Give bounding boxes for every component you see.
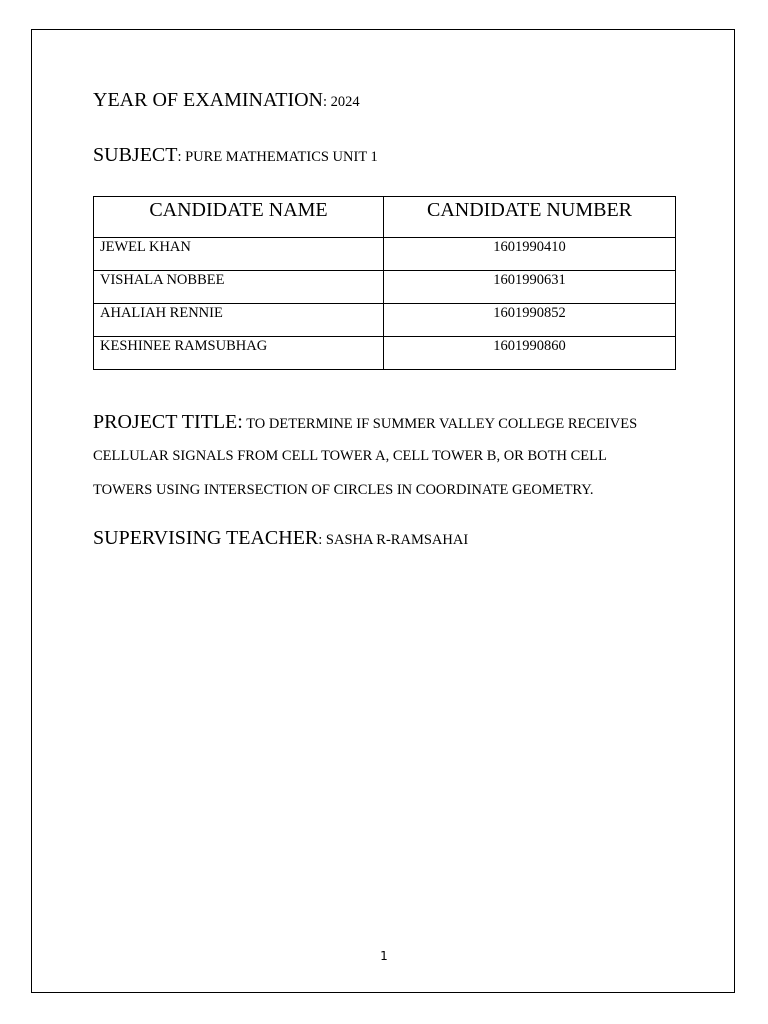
- project-title-label: PROJECT TITLE:: [93, 411, 243, 433]
- year-value: : 2024: [323, 94, 360, 110]
- candidate-number: 1601990852: [384, 304, 676, 337]
- subject-label: SUBJECT: [93, 144, 178, 166]
- candidate-number: 1601990860: [384, 337, 676, 370]
- table-row: [94, 238, 676, 271]
- candidate-name: VISHALA NOBBEE: [94, 271, 384, 304]
- page-number: 1: [380, 949, 388, 963]
- table-header-row: [94, 197, 676, 238]
- project-title-line-2: CELLULAR SIGNALS FROM CELL TOWER A, CELL TOWER B, OR BOTH CELL: [93, 448, 607, 464]
- candidate-name: JEWEL KHAN: [94, 238, 384, 271]
- project-title: [93, 412, 637, 432]
- teacher-label: SUPERVISING TEACHER: [93, 527, 319, 549]
- subject-value: : PURE MATHEMATICS UNIT 1: [177, 149, 378, 165]
- candidate-number-header: CANDIDATE NUMBER: [384, 197, 676, 238]
- candidate-number: 1601990410: [384, 238, 676, 271]
- candidates-table: [93, 196, 676, 370]
- candidate-name: AHALIAH RENNIE: [94, 304, 384, 337]
- candidate-name: KESHINEE RAMSUBHAG: [94, 337, 384, 370]
- supervising-teacher: [93, 528, 468, 548]
- year-label: YEAR OF EXAMINATION: [93, 89, 323, 111]
- page-border: [31, 29, 735, 993]
- subject: [93, 145, 378, 165]
- year-of-examination: [93, 90, 360, 110]
- teacher-value: : SASHA R-RAMSAHAI: [318, 532, 469, 548]
- candidate-number: 1601990631: [384, 271, 676, 304]
- candidate-name-header: CANDIDATE NAME: [94, 197, 384, 238]
- project-title-line-1: TO DETERMINE IF SUMMER VALLEY COLLEGE RECEIVES: [242, 416, 638, 432]
- table-row: [94, 337, 676, 370]
- table-row: [94, 304, 676, 337]
- table-row: [94, 271, 676, 304]
- project-title-line-3: TOWERS USING INTERSECTION OF CIRCLES IN COORDINATE GEOMETRY.: [93, 482, 594, 498]
